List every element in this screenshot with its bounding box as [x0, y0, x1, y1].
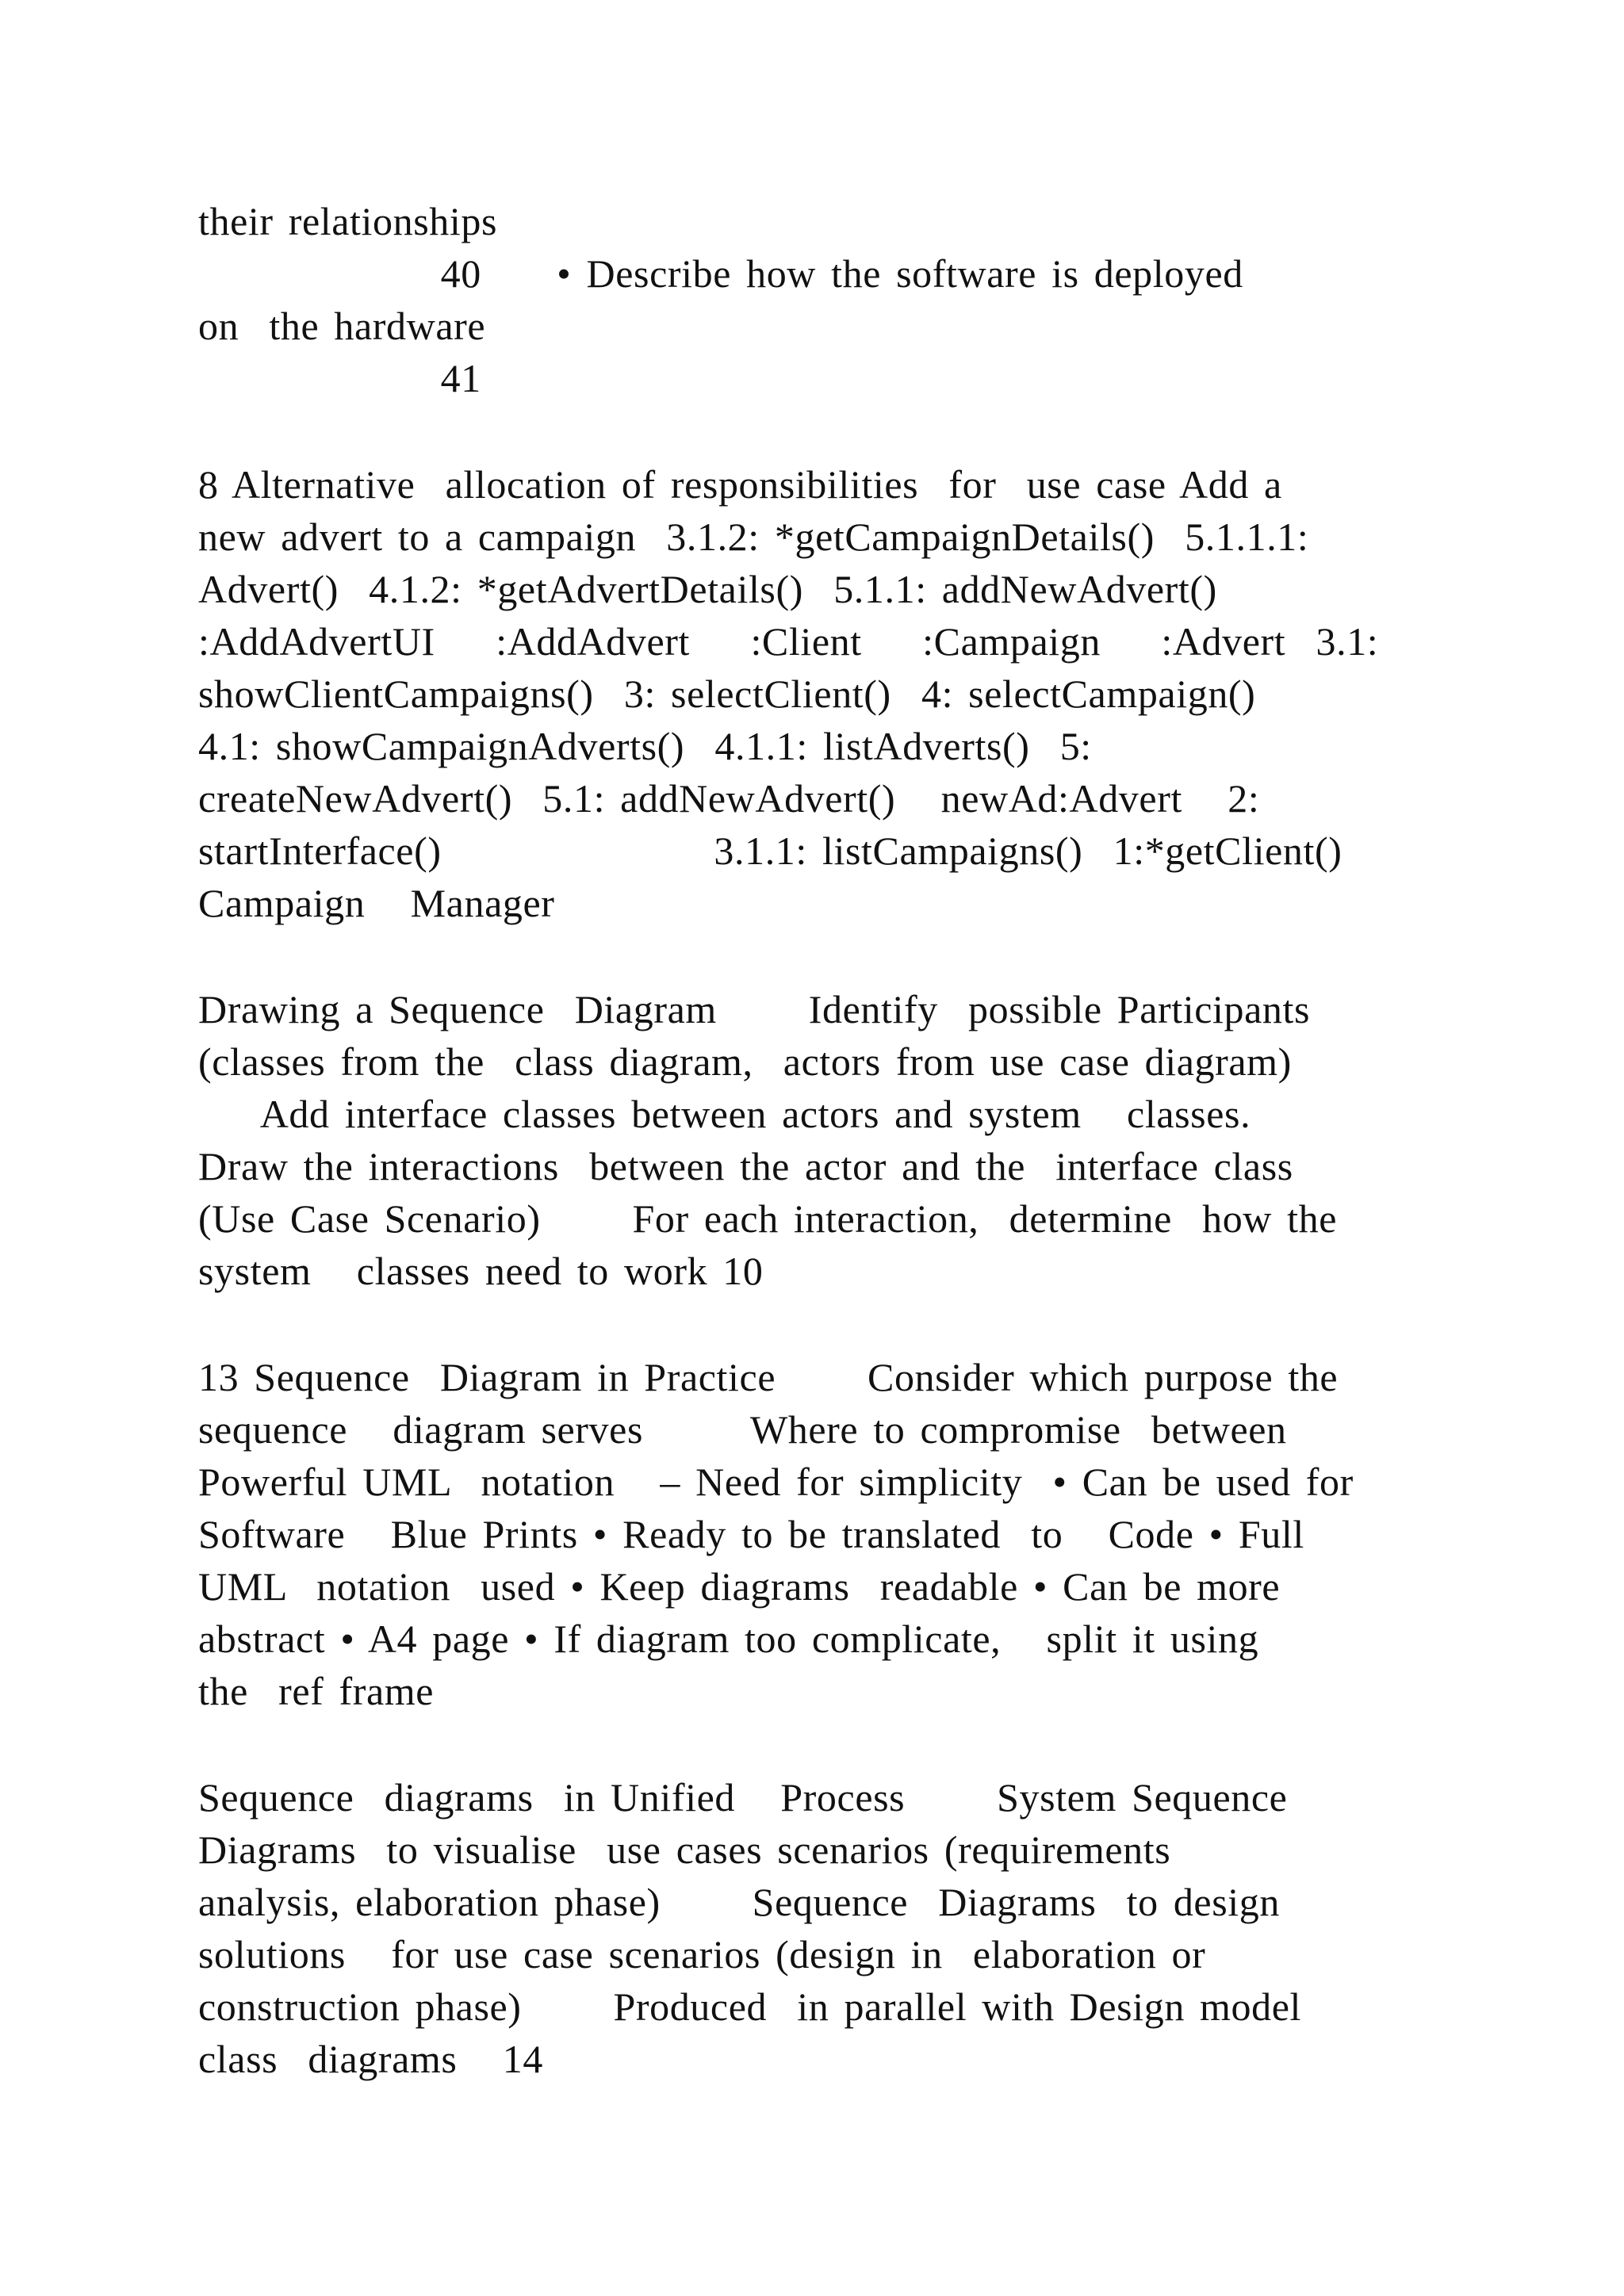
text-line: the ref frame — [198, 1669, 435, 1713]
text-line: (classes from the class diagram, actors from use case diagram) — [198, 1039, 1292, 1084]
text-line: Diagrams to visualise use cases scenarios (requirements — [198, 1827, 1171, 1872]
text-line: Drawing a Sequence Diagram Identify possible Participants — [198, 987, 1294, 1031]
text-line: Advert() 4.1.2: *getAdvertDetails() 5.1.1: addNewAdvert() — [198, 567, 1217, 611]
text-line: 40 • Describe how the software is deployed — [198, 251, 1243, 296]
text-line: Draw the interactions between the actor and the interface class — [198, 1144, 1293, 1188]
text-line: Powerful UML notation – Need for simplicity • Can be used for — [198, 1460, 1354, 1504]
text-line: createNewAdvert() 5.1: addNewAdvert() newAd:Advert 2: — [198, 776, 1260, 821]
text-line: :AddAdvertUI :AddAdvert :Client :Campaign :Advert 3.1: — [198, 619, 1379, 664]
text-line: 4.1: showCampaignAdverts() 4.1.1: listAdverts() 5: — [198, 724, 1092, 768]
text-line: sequence diagram serves Where to compromise between — [198, 1407, 1270, 1452]
text-line: analysis, elaboration phase) Sequence Diagrams to design — [198, 1880, 1264, 1924]
text-line: UML notation used • Keep diagrams readable • Can be more — [198, 1564, 1281, 1609]
text-line: Sequence diagrams in Unified Process System Sequence — [198, 1775, 1272, 1820]
text-line: solutions for use case scenarios (design in elaboration or — [198, 1932, 1206, 1976]
text-line: Software Blue Prints • Ready to be translated to Code • Full — [198, 1512, 1304, 1556]
text-line: (Use Case Scenario) For each interaction, determine how the — [198, 1196, 1321, 1241]
text-line: class diagrams 14 — [198, 2037, 543, 2081]
text-line: on the hardware — [198, 304, 486, 348]
text-line: their relationships — [198, 199, 498, 243]
text-line: showClientCampaigns() 3: selectClient() 4: selectCampaign() — [198, 672, 1256, 716]
text-line: Add interface classes between actors and system classes. — [198, 1092, 1263, 1136]
text-line: startInterface() 3.1.1: listCampaigns() 1:*getClient() — [198, 828, 1342, 873]
text-line: construction phase) Produced in parallel with Design model — [198, 1984, 1285, 2029]
text-line: 41 — [198, 356, 481, 400]
text-line: 8 Alternative allocation of responsibilities for use case Add a — [198, 462, 1282, 507]
text-line: abstract • A4 page • If diagram too complicate, split it using — [198, 1617, 1259, 1661]
text-line: new advert to a campaign 3.1.2: *getCampaignDetails() 5.1.1.1: — [198, 515, 1309, 559]
text-line: Campaign Manager — [198, 881, 555, 925]
text-line: 13 Sequence Diagram in Practice Consider which purpose the — [198, 1355, 1322, 1399]
text-line: system classes need to work 10 — [198, 1249, 764, 1293]
